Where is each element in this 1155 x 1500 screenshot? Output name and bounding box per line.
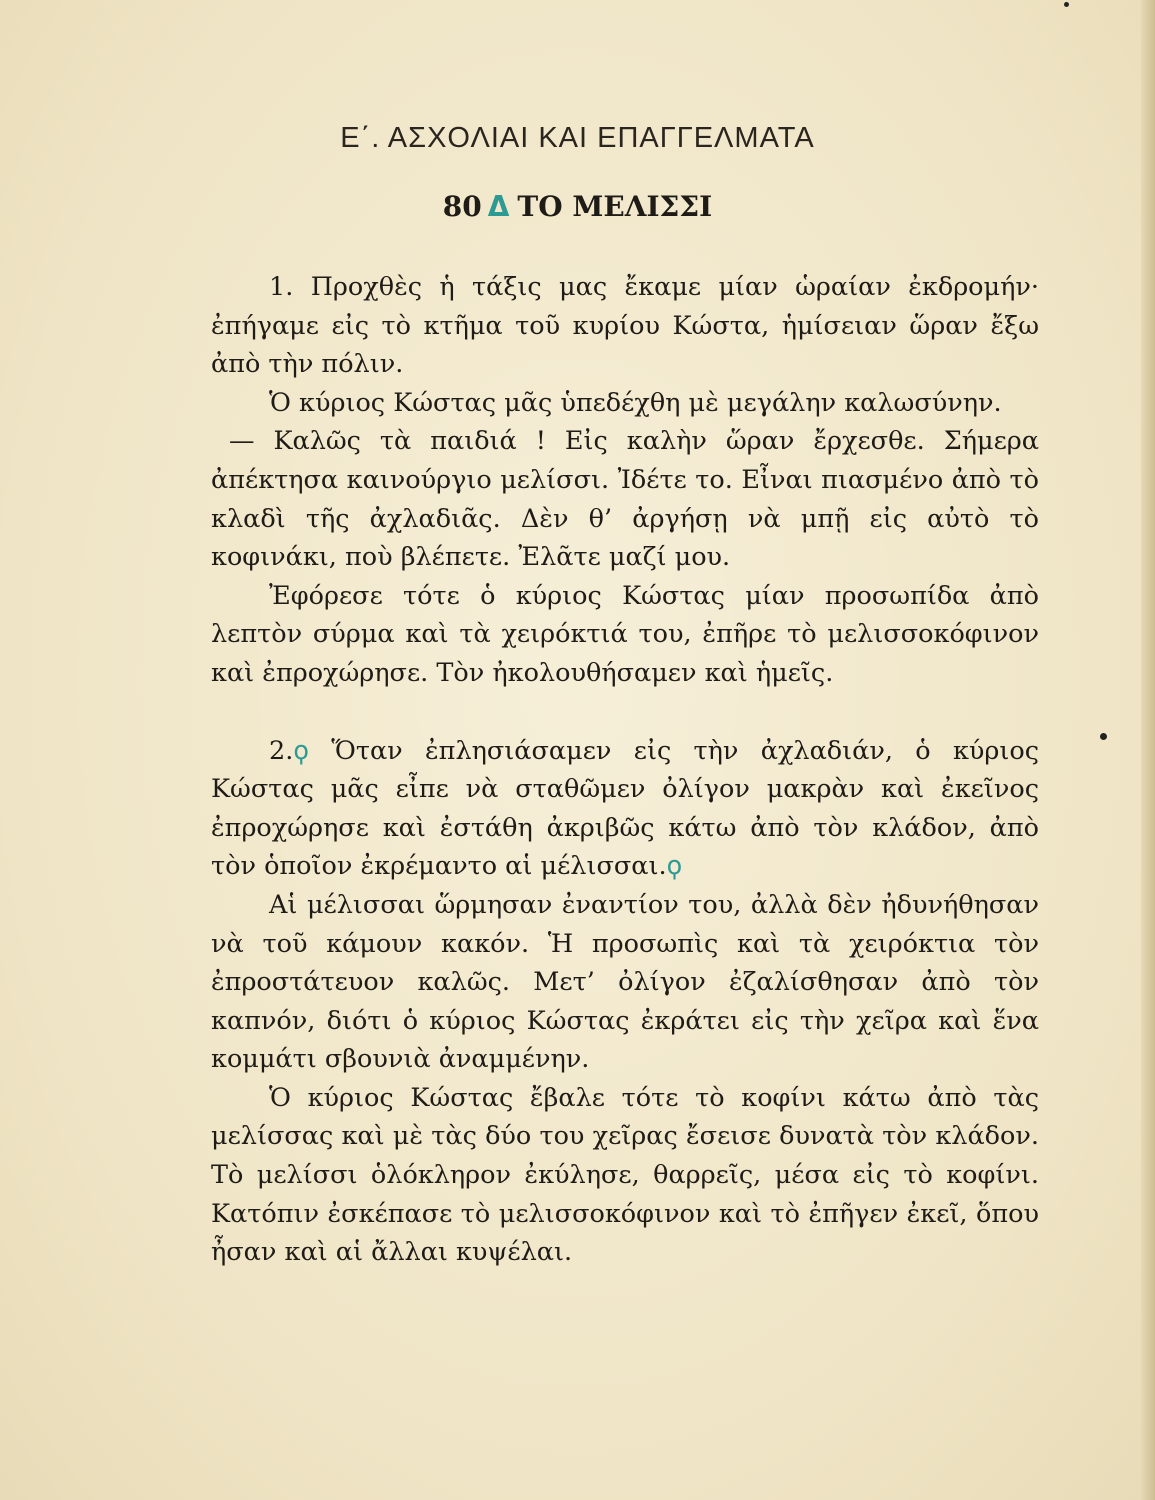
lesson-number: 80: [442, 190, 482, 223]
paragraph-gap: [211, 693, 1039, 732]
lesson-heading: [0, 190, 1155, 223]
paragraph-5-text: Ὅταν ἐπλησιάσαμεν εἰς τὴν ἀχλαδιάν, ὁ κύριος Κώστας μᾶς εἶπε νὰ σταθῶμεν ὀλίγον μακρὰν καὶ ἐκεῖνος ἐπροχώρησε καὶ ἐστάθη ἀκριβῶς κάτω ἀπὸ τὸν κλάδον, ἀπὸ τὸν ὁποῖον ἐκρέμαντο αἱ μέλισσαι.: [211, 735, 1040, 882]
ink-spot: [1100, 733, 1107, 740]
ink-spot: [1064, 2, 1069, 7]
paragraph-7: Ὁ κύριος Κώστας ἔβαλε τότε τὸ κοφίνι κάτω ἀπὸ τὰς μελίσσας καὶ μὲ τὰς δύο του χεῖρας ἔσεισε δυνατὰ τὸν κλάδον. Τὸ μελίσσι ὁλόκληρον ἐκύλησε, θαρρεῖς, μέσα εἰς τὸ κοφίνι. Κατόπιν ἐσκέπασε τὸ μελισσοκόφινον καὶ τὸ ἐπῆγεν ἐκεῖ, ὅπου ἦσαν καὶ αἱ ἄλλαι κυψέλαι.: [211, 1082, 1039, 1268]
section-title: Ε΄. ΑΣΧΟΛΙΑΙ ΚΑΙ ΕΠΑΓΓΕΛΜΑΤΑ: [340, 122, 815, 154]
page-edge: [1141, 0, 1155, 1500]
paragraph-1: 1. Προχθὲς ἡ τάξις μας ἔκαμε μίαν ὡραίαν ἐκδρομήν· ἐπήγαμε εἰς τὸ κτῆμα τοῦ κυρίου Κώστα, ἡμίσειαν ὥραν ἔξω ἀπὸ τὴν πόλιν.: [211, 272, 1039, 380]
section-number-2: 2.: [269, 735, 294, 766]
paragraph-4: Ἐφόρεσε τότε ὁ κύριος Κώστας μίαν προσωπίδα ἀπὸ λεπτὸν σύρμα καὶ τὰ χειρόκτιά του, ἐπῆρε τὸ μελισσοκόφινον καὶ ἐπροχώρησε. Τὸν ἠκολουθήσαμεν καὶ ἡμεῖς.: [211, 580, 1039, 688]
handwritten-end-mark: ϙ: [666, 851, 683, 882]
handwritten-annotation: Δ: [487, 190, 510, 223]
paragraph-6: Αἱ μέλισσαι ὥρμησαν ἐναντίον του, ἀλλὰ δὲν ἠδυνήθησαν νὰ τοῦ κάμουν κακόν. Ἡ προσωπὶς καὶ τὰ χειρόκτια τὸν ἐπροστάτευον καλῶς. Μετ’ ὀλίγον ἐζαλίσθησαν ἀπὸ τὸν καπνόν, διότι ὁ κύριος Κώστας ἐκράτει εἰς τὴν χεῖρα καὶ ἕνα κομμάτι σβουνιὰ ἀναμμένην.: [211, 889, 1039, 1075]
lesson-title: ΤΟ ΜΕΛΙΣΣΙ: [517, 190, 713, 223]
handwritten-mark: ϙ: [293, 735, 309, 766]
paragraph-2: Ὁ κύριος Κώστας μᾶς ὑπεδέχθη μὲ μεγάλην καλωσύνην.: [269, 387, 1002, 418]
paragraph-3: — Καλῶς τὰ παιδιά ! Εἰς καλὴν ὥραν ἔρχεσθε. Σήμερα ἀπέκτησα καινούργιο μελίσσι. Ἰδέτε το. Εἶναι πιασμένο ἀπὸ τὸ κλαδὶ τῆς ἀχλαδιᾶς. Δὲν θ’ ἀργήσῃ νὰ μπῇ εἰς αὐτὸ τὸ κοφινάκι, ποὺ βλέπετε. Ἐλᾶτε μαζί μου.: [211, 426, 1039, 573]
lesson-body: [211, 268, 1039, 1272]
paragraph-5: [211, 732, 1039, 886]
